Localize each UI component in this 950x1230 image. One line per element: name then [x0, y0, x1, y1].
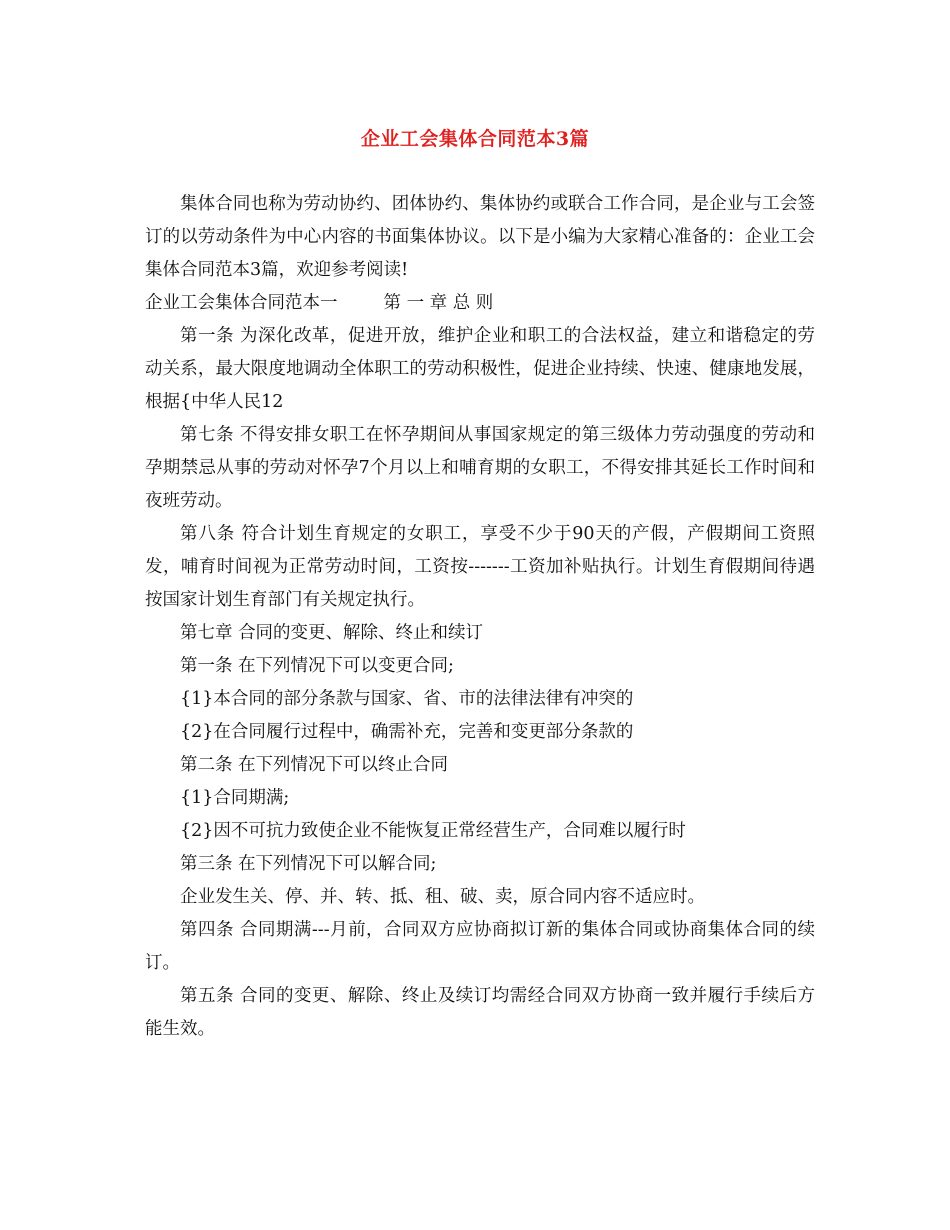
list-item: {2}因不可抗力致使企业不能恢复正常经营生产，合同难以履行时 [180, 821, 686, 841]
list-item: {1}合同期满; [180, 788, 290, 808]
intro-paragraph: 集体合同也称为劳动协约、团体协约、集体协约或联合工作合同，是企业与工会签订的以劳动条件为中心内容的书面集体协议。以下是小编为大家精心准备的：企业工会集体合同范本3篇，欢迎参考阅读! [145, 194, 815, 280]
article-paragraph: 第八条 符合计划生育规定的女职工，享受不少于90天的产假，产假期间工资照发，哺育时间视为正常劳动时间，工资按-------工资加补贴执行。计划生育假期间待遇按国家计划生育部门有关规定执行。 [145, 524, 815, 610]
document-title: 企业工会集体合同范本3篇 [360, 128, 590, 150]
section-label: 企业工会集体合同范本一 [145, 293, 338, 313]
chapter-heading-7: 第七章 合同的变更、解除、终止和续订 [180, 623, 484, 643]
article-paragraph: 第五条 合同的变更、解除、终止及续订均需经合同双方协商一致并履行手续后方能生效。 [145, 986, 815, 1039]
document-body [145, 188, 815, 1046]
article-paragraph: 第四条 合同期满---月前，合同双方应协商拟订新的集体合同或协商集体合同的续订。 [145, 920, 815, 973]
section-heading-line [145, 287, 815, 320]
chapter-heading: 第 一 章 总 则 [383, 293, 494, 313]
list-item: {2}在合同履行过程中，确需补充，完善和变更部分条款的 [180, 722, 634, 742]
article-paragraph: 第一条 在下列情况下可以变更合同; [180, 656, 454, 676]
article-paragraph: 第二条 在下列情况下可以终止合同 [180, 755, 449, 775]
list-item: {1}本合同的部分条款与国家、省、市的法律法律有冲突的 [180, 689, 634, 709]
article-paragraph: 企业发生关、停、并、转、抵、租、破、卖，原合同内容不适应时。 [180, 887, 705, 907]
article-paragraph: 第一条 为深化改革，促进开放，维护企业和职工的合法权益，建立和谐稳定的劳动关系，最大限度地调动全体职工的劳动积极性，促进企业持续、快速、健康地发展，根据{中华人民12 [145, 326, 815, 412]
article-paragraph: 第七条 不得安排女职工在怀孕期间从事国家规定的第三级体力劳动强度的劳动和孕期禁忌从事的劳动对怀孕7个月以上和哺育期的女职工，不得安排其延长工作时间和夜班劳动。 [145, 425, 815, 511]
article-paragraph: 第三条 在下列情况下可以解合同; [180, 854, 437, 874]
